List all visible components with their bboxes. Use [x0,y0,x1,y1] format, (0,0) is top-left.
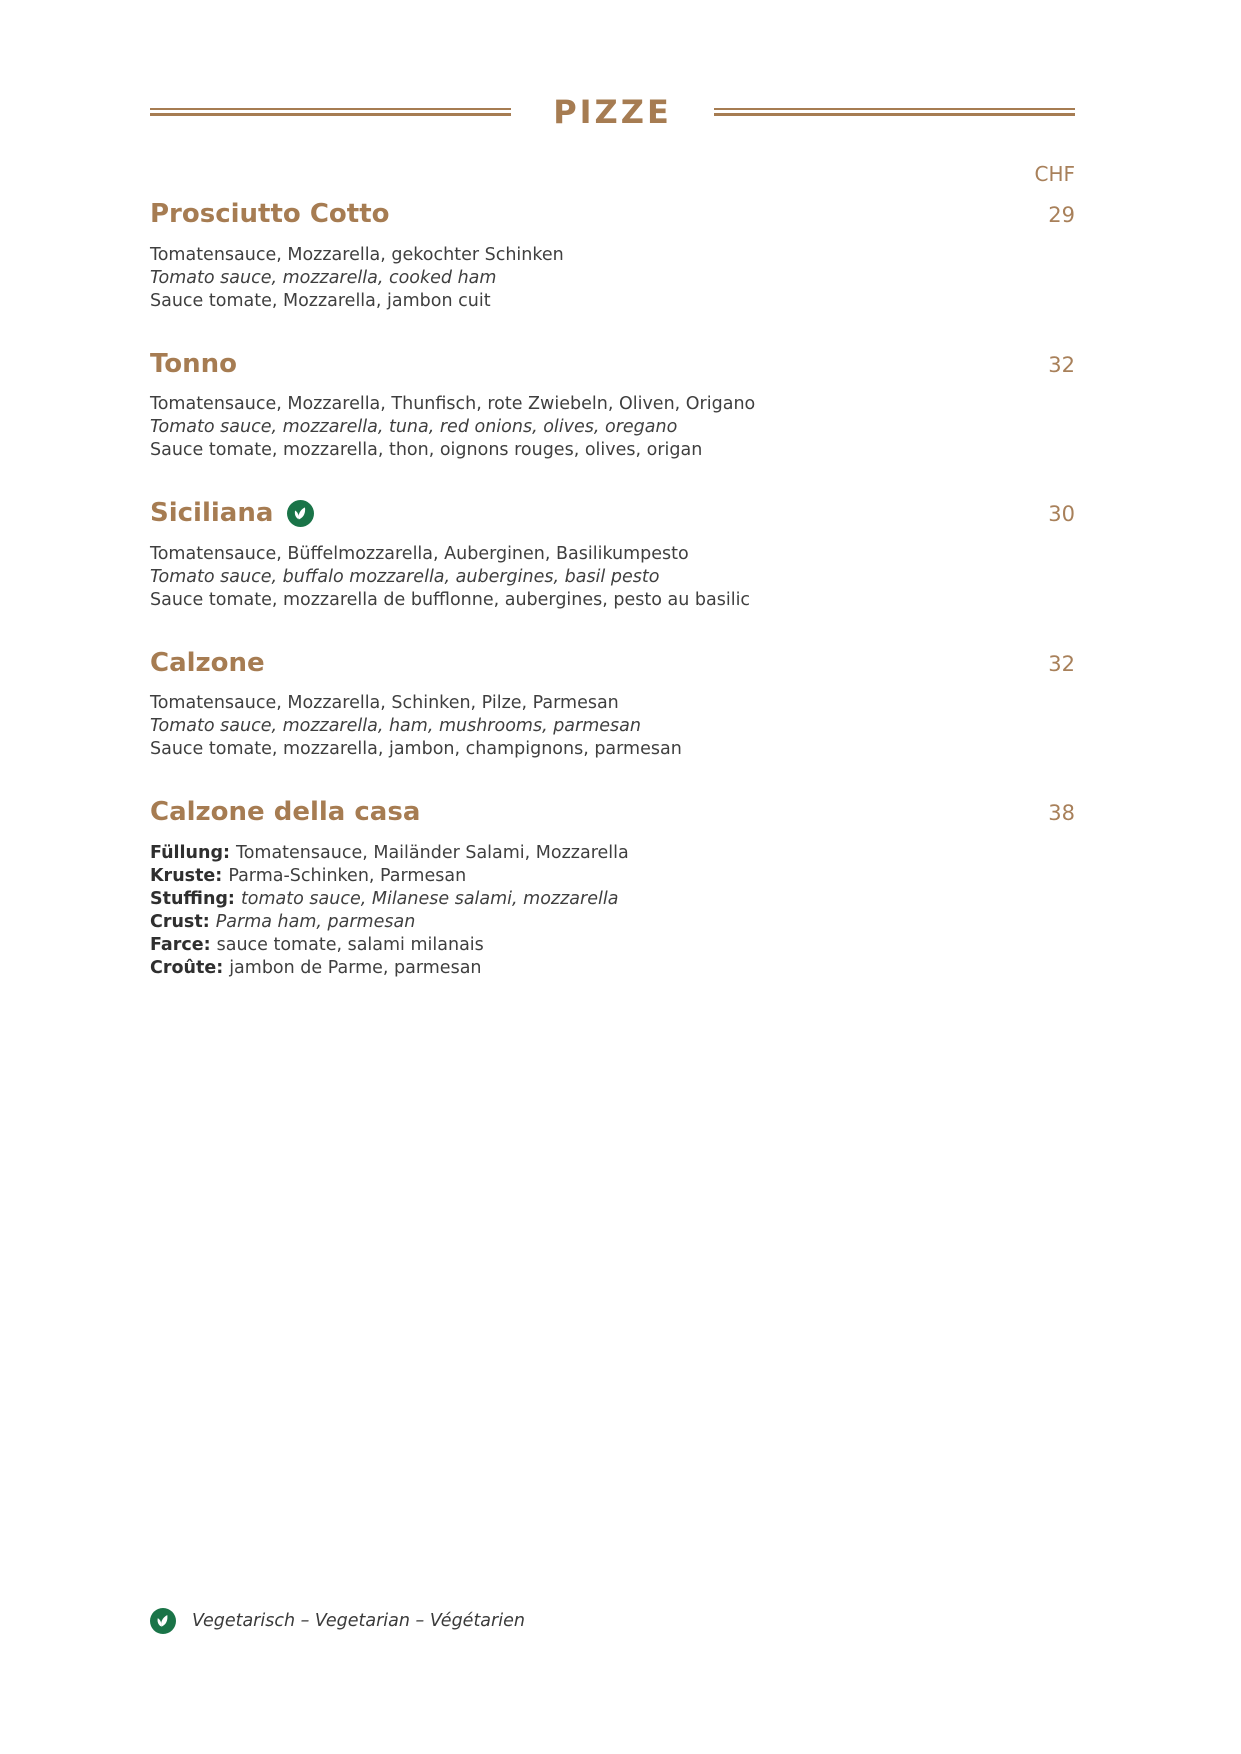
item-price: 38 [1048,801,1075,825]
detail-line-en [150,888,1075,911]
decorative-rule-left [150,108,511,116]
item-price: 32 [1048,651,1075,676]
vegetarian-icon [150,1608,176,1634]
desc-line-de: Tomatensauce, Mozzarella, Thunfisch, rote Zwiebeln, Oliven, Origano [150,394,756,414]
item-name: Calzone [150,647,265,678]
detail-label: Stuffing: [150,888,235,909]
desc-line-en: Tomato sauce, mozzarella, cooked ham [150,267,497,288]
desc-line-fr: Sauce tomate, Mozzarella, jambon cuit [150,290,491,311]
detail-text: jambon de Parme, parmesan [229,957,482,978]
item-name: Prosciutto Cotto [150,199,390,229]
desc-line-fr: Sauce tomate, mozzarella de bufflonne, aubergines, pesto au basilic [150,589,751,610]
desc-line-en: Tomato sauce, mozzarella, ham, mushrooms, parmesan [150,716,641,736]
detail-text: sauce tomate, salami milanais [216,934,484,955]
item-price: 29 [1048,203,1075,227]
detail-text: Parma ham, parmesan [215,911,416,932]
desc-line-en: Tomato sauce, buffalo mozzarella, aubergines, basil pesto [150,566,660,587]
detail-line-de [150,842,1075,865]
detail-text: Parma-Schinken, Parmesan [228,865,467,886]
item-name: Calzone della casa [150,797,421,827]
desc-line-de: Tomatensauce, Büffelmozzarella, Auberginen, Basilikumpesto [150,543,689,564]
vegetarian-legend-text: Vegetarisch – Vegetarian – Végétarien [192,1611,525,1631]
desc-line-fr: Sauce tomate, mozzarella, jambon, champignons, parmesan [150,739,682,759]
menu-item-tonno [150,348,1075,463]
menu-item-prosciutto-cotto [150,198,1075,313]
detail-label: Kruste: [150,865,223,886]
vegetarian-icon [287,500,314,527]
detail-label: Farce: [150,934,211,955]
page-header [150,93,1075,131]
menu-item-calzone-della-casa [150,796,1075,980]
detail-label: Croûte: [150,957,224,978]
desc-line-de: Tomatensauce, Mozzarella, Schinken, Pilze, Parmesan [150,693,619,713]
vegetarian-legend [150,1608,525,1634]
detail-text: Tomatensauce, Mailänder Salami, Mozzarella [235,842,629,863]
detail-text: tomato sauce, Milanese salami, mozzarella [240,888,619,909]
menu-item-calzone [150,647,1075,762]
detail-line-fr [150,934,1075,957]
item-price: 32 [1048,352,1075,377]
detail-label: Crust: [150,911,210,932]
desc-line-en: Tomato sauce, mozzarella, tuna, red onions, olives, oregano [150,417,678,437]
detail-label: Füllung: [150,842,230,863]
menu-item-siciliana [150,497,1075,612]
desc-line-de: Tomatensauce, Mozzarella, gekochter Schinken [150,244,564,265]
detail-line-en [150,911,1075,934]
item-name: Siciliana [150,498,274,528]
decorative-rule-right [714,108,1075,116]
item-name: Tonno [150,348,238,379]
detail-line-de [150,865,1075,888]
desc-line-fr: Sauce tomate, mozzarella, thon, oignons rouges, olives, origan [150,440,703,460]
page-title: PIZZE [553,93,672,131]
currency-label: CHF [1034,162,1075,186]
detail-line-fr [150,957,1075,980]
item-price: 30 [1048,502,1075,526]
